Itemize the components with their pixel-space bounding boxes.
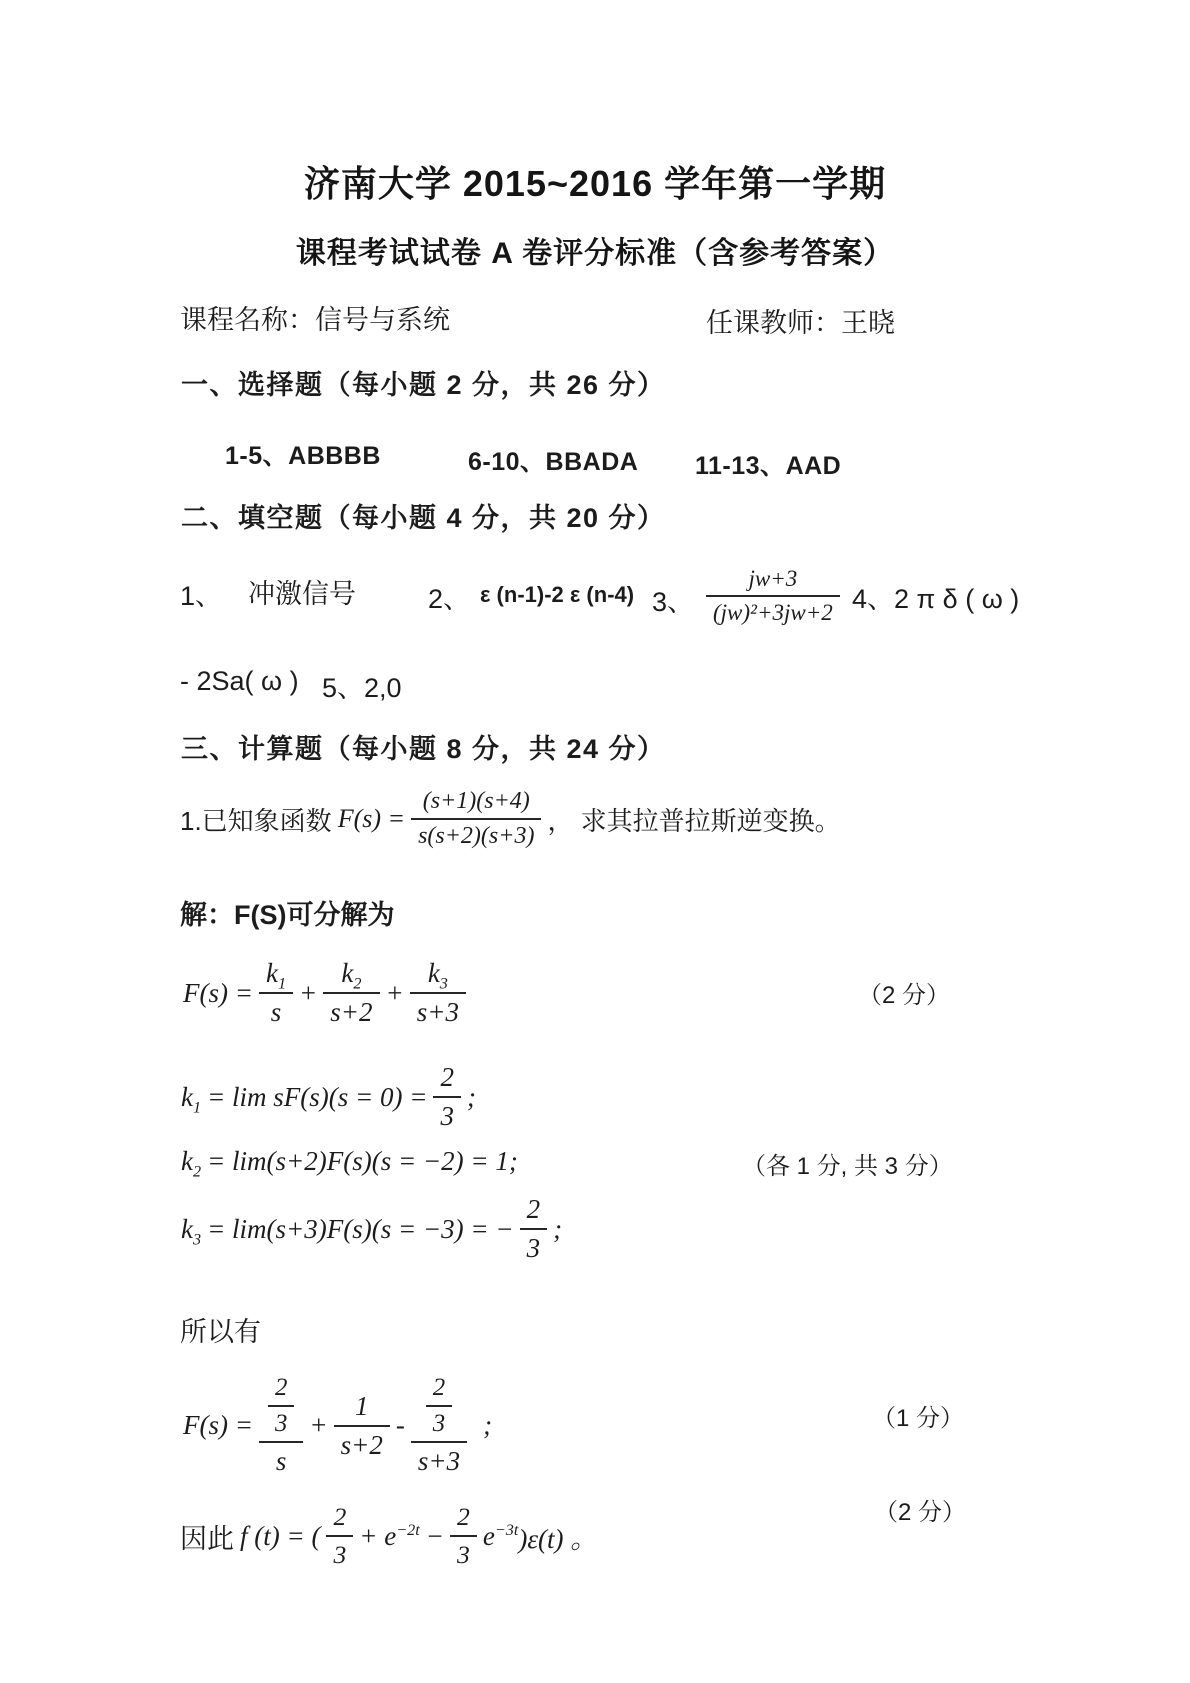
choice-answers-group-2 [468, 442, 638, 478]
page-title: 济南大学 2015~2016 学年第一学期 [303, 163, 887, 204]
fraction-term3 [411, 1374, 467, 1477]
minus-operator: - [395, 1410, 405, 1440]
fill-item3-answer-fraction [700, 566, 846, 626]
equation-k2 [181, 1146, 518, 1181]
section-fill-heading: 二、填空题（每小题 4 分，共 20 分） [181, 503, 666, 533]
fraction-two-thirds: $\frac{2}{3}$ [426, 1374, 452, 1438]
fill-item2-answer: ε (n-1)-2 ε (n-4) [480, 582, 635, 607]
fraction-term2 [334, 1391, 390, 1461]
fraction-two-thirds [520, 1194, 548, 1264]
ft-tail: )ε(t) 。 [518, 1523, 598, 1554]
fraction-k3 [410, 958, 466, 1028]
k1-symbol: $k_1$ [181, 1081, 202, 1116]
choice-range-1: 1-5、 [225, 442, 289, 470]
problem1-prefix: 1.已知象函数 [180, 805, 332, 836]
equation-lhs: F(s) = [183, 977, 253, 1008]
teacher-name-label: 任课教师：王晓 [706, 308, 895, 338]
fraction-numerator [411, 1374, 467, 1443]
plus-operator: + [299, 977, 318, 1008]
fraction-denominator: (jw)²+3jw+2 [713, 600, 833, 625]
fraction-numerator: (s+1)(s+4) [411, 788, 541, 820]
score-annotation-each-1pt: （各 1 分, 共 3 分） [742, 1153, 953, 1180]
fraction-numerator: $k_1$ [259, 958, 293, 994]
fill-item1-label: 1、 [180, 581, 223, 611]
fraction-numerator: $k_3$ [410, 958, 466, 994]
fraction [706, 566, 840, 626]
semicolon: ; [466, 1081, 476, 1112]
course-name-label: 课程名称：信号与系统 [180, 305, 450, 335]
equation-partial-fraction [183, 958, 472, 1028]
section-choice-heading: 一、选择题（每小题 2 分，共 26 分） [181, 370, 666, 400]
problem1-statement [180, 788, 841, 850]
fill-item4-label: 4、 [852, 584, 895, 614]
fraction-numerator: 2 [520, 1194, 548, 1230]
minus-operator: − [425, 1520, 444, 1551]
fraction-numerator: $k_2$ [323, 958, 379, 994]
equation-final-ft [180, 1502, 597, 1570]
choice-range-2: 6-10、 [468, 448, 546, 476]
fill-item4-answer: 2 π δ ( ω ) [894, 584, 1020, 614]
equation-result [183, 1374, 492, 1477]
plus-operator: + [309, 1410, 328, 1440]
choice-letters-3: AAD [785, 452, 842, 480]
fraction-numerator: jw+3 [706, 566, 840, 597]
fraction-denominator: 3 [526, 1233, 541, 1263]
equation-k3 [181, 1194, 562, 1264]
fill-item4-continuation: - 2Sa( ω ) [180, 666, 299, 696]
fraction-k1 [259, 958, 293, 1028]
fill-item2-label: 2、 [428, 584, 471, 614]
solution-intro: 解：F(S)可分解为 [180, 900, 395, 930]
fill-item5 [322, 666, 402, 705]
fraction-two-thirds [450, 1502, 477, 1570]
choice-letters-1: ABBBB [288, 442, 381, 470]
problem1-fraction [411, 788, 541, 850]
k2-symbol: $k_2$ [181, 1146, 202, 1181]
fraction-denominator: 3 [333, 1540, 347, 1569]
fraction-k2 [323, 958, 379, 1028]
fill-item5-answer: 2,0 [364, 673, 402, 703]
fill-item5-label: 5、 [322, 673, 365, 703]
fraction-denominator: s+3 [417, 1446, 461, 1476]
fraction-denominator: s+2 [340, 1429, 383, 1460]
fraction-denominator: s+3 [416, 997, 459, 1027]
therefore-text: 所以有 [180, 1317, 261, 1347]
fraction-numerator: 2 [326, 1502, 353, 1537]
k3-symbol: $k_3$ [181, 1213, 202, 1248]
k3-expression: = lim(s+3)F(s)(s = −3) = − [207, 1213, 514, 1244]
fraction-denominator: s [270, 997, 282, 1027]
fraction-two-thirds [433, 1062, 461, 1132]
fraction-two-thirds [326, 1502, 353, 1570]
ft-lhs: f (t) = ( [240, 1520, 321, 1551]
fraction-term1 [259, 1374, 303, 1477]
fill-item3-label: 3、 [652, 587, 695, 617]
fraction-numerator: 2 [450, 1502, 477, 1537]
choice-answers-group-1 [225, 436, 381, 472]
equation-lhs: F(s) = [183, 1410, 253, 1440]
k2-expression: = lim(s+2)F(s)(s = −2) = 1; [207, 1146, 518, 1176]
score-annotation-2pts: （2 分） [858, 982, 951, 1009]
choice-letters-2: BBADA [545, 448, 639, 476]
fill-item4 [852, 577, 1019, 616]
problem1-suffix: ， 求其拉普拉斯逆变换。 [547, 805, 841, 836]
k1-expression: = lim sF(s)(s = 0) = [207, 1081, 428, 1112]
thus-text: 因此 [180, 1523, 234, 1554]
choice-answers-group-3 [695, 446, 841, 482]
plus-operator: + [385, 977, 404, 1008]
plus-e-term: + $e^{-2t}$ [359, 1520, 420, 1551]
section-calc-heading: 三、计算题（每小题 8 分，共 24 分） [181, 734, 666, 764]
score-annotation-2pts-final: （2 分） [874, 1499, 967, 1526]
fraction-denominator: 3 [457, 1540, 470, 1569]
fraction-numerator: 2 [433, 1062, 461, 1098]
fraction-denominator: 3 [440, 1101, 454, 1131]
equation-k1 [181, 1062, 476, 1132]
fraction-two-thirds: $\frac{2}{3}$ [268, 1374, 294, 1438]
fill-item1-answer: 冲激信号 [248, 579, 356, 609]
fraction-numerator [259, 1374, 303, 1443]
problem1-lhs: F(s) = [337, 804, 406, 833]
fraction-denominator: s [275, 1446, 287, 1476]
score-annotation-1pt: （1 分） [872, 1405, 965, 1432]
semicolon: ; [553, 1213, 563, 1244]
fraction-denominator: s+2 [330, 997, 373, 1027]
page-subtitle: 课程考试试卷 A 卷评分标准（含参考答案） [295, 237, 895, 270]
fraction-denominator: s(s+2)(s+3) [418, 823, 535, 849]
e-term: $e^{-3t}$ [482, 1520, 519, 1551]
semicolon: ; [483, 1410, 493, 1440]
choice-range-3: 11-13、 [695, 452, 786, 480]
fraction-numerator: 1 [334, 1391, 390, 1427]
